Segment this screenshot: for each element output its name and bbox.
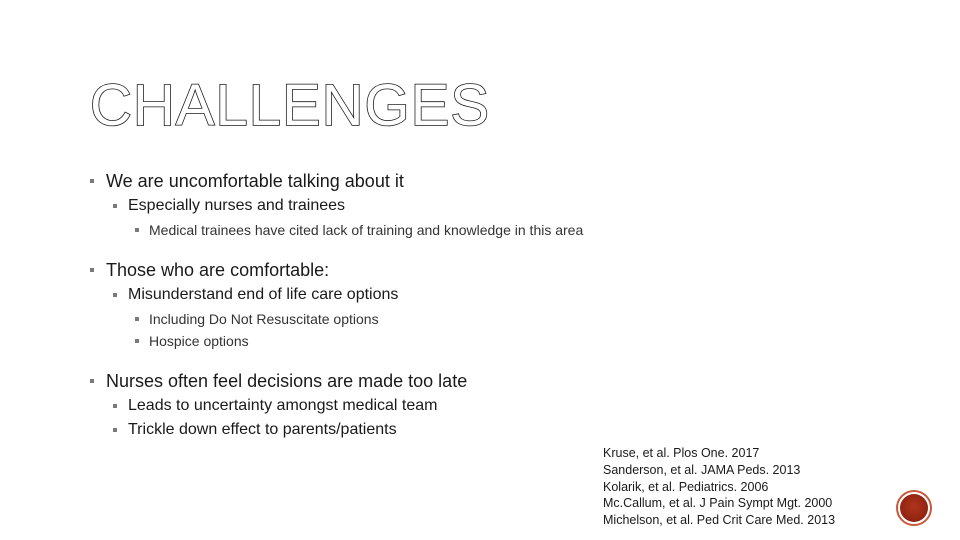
sub-sub-bullet-item	[90, 219, 690, 241]
reference-line: Michelson, et al. Ped Crit Care Med. 2013	[603, 513, 836, 528]
emblem-center	[900, 494, 928, 522]
square-bullet-icon	[90, 268, 94, 272]
reference-line: Kolarik, et al. Pediatrics. 2006	[603, 479, 769, 494]
square-bullet-icon	[113, 293, 117, 297]
bullet-text: Misunderstand end of life care options	[128, 286, 399, 303]
square-bullet-icon	[113, 204, 117, 208]
bullet-text: Medical trainees have cited lack of training and knowledge in this area	[149, 222, 584, 238]
square-bullet-icon	[113, 428, 117, 432]
bullet-text: Hospice options	[149, 333, 249, 349]
sub-bullet-item	[90, 394, 690, 418]
square-bullet-icon	[113, 404, 117, 408]
sub-bullet-item	[90, 283, 690, 307]
bullet-text: Especially nurses and trainees	[128, 197, 346, 214]
reference-line: Sanderson, et al. JAMA Peds. 2013	[603, 462, 801, 477]
square-bullet-icon	[90, 179, 94, 183]
circular-emblem-icon	[896, 490, 932, 526]
bullet-text: Those who are comfortable:	[106, 260, 330, 280]
bullet-item	[90, 257, 690, 283]
bullet-text: Including Do Not Resuscitate options	[149, 311, 379, 327]
square-bullet-icon	[135, 339, 139, 343]
bullet-list	[90, 168, 690, 442]
bullet-item	[90, 368, 690, 394]
slide-title: CHALLENGES	[90, 73, 491, 138]
bullet-text: Trickle down effect to parents/patients	[128, 421, 397, 438]
bullet-text: Leads to uncertainty amongst medical team	[128, 397, 438, 414]
bullet-item	[90, 168, 690, 194]
reference-line: Mc.Callum, et al. J Pain Sympt Mgt. 2000	[603, 496, 833, 511]
square-bullet-icon	[90, 379, 94, 383]
bullet-text: We are uncomfortable talking about it	[106, 171, 404, 191]
sub-bullet-item	[90, 194, 690, 218]
sub-sub-bullet-item	[90, 308, 690, 330]
square-bullet-icon	[135, 228, 139, 232]
sub-bullet-item	[90, 418, 690, 442]
bullet-text: Nurses often feel decisions are made too late	[106, 371, 468, 391]
square-bullet-icon	[135, 317, 139, 321]
references	[603, 445, 835, 529]
sub-sub-bullet-item	[90, 330, 690, 352]
reference-line: Kruse, et al. Plos One. 2017	[603, 446, 760, 460]
